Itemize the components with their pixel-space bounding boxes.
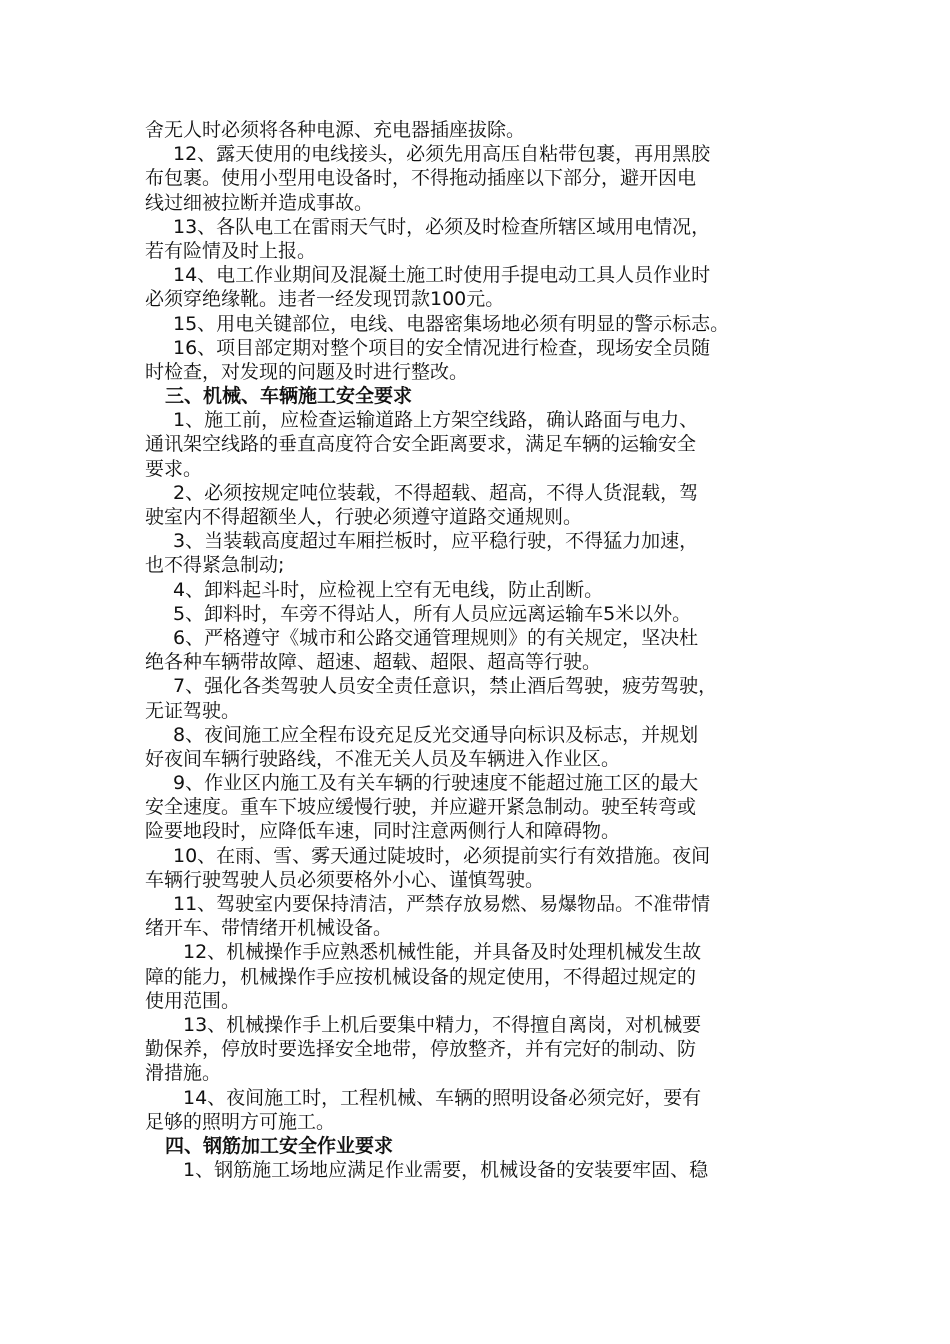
text-line: 安全速度。重车下坡应缓慢行驶，并应避开紧急制动。驶至转弯或 <box>145 796 697 819</box>
text-line: 无证驾驶。 <box>145 699 241 722</box>
text-line: 6、严格遵守《城市和公路交通管理规则》的有关规定，坚决杜 <box>173 626 699 649</box>
text-line: 1、施工前，应检查运输道路上方架空线路，确认路面与电力、 <box>173 409 699 432</box>
text-line: 9、作业区内施工及有关车辆的行驶速度不能超过施工区的最大 <box>173 772 699 795</box>
text-line: 舍无人时必须将各种电源、充电器插座拔除。 <box>145 119 526 141</box>
text-line: 3、当装载高度超过车厢拦板时，应平稳行驶，不得猛力加速， <box>173 530 699 553</box>
text-line: 障的能力，机械操作手应按机械设备的规定使用，不得超过规定的 <box>145 965 697 988</box>
text-line: 使用范围。 <box>145 989 241 1012</box>
text-line: 14、夜间施工时，工程机械、车辆的照明设备必须完好，要有 <box>183 1086 702 1109</box>
text-line: 2、必须按规定吨位装载，不得超载、超高，不得人货混载，驾 <box>173 481 699 504</box>
text-line: 勤保养，停放时要选择安全地带，停放整齐，并有完好的制动、防 <box>145 1038 697 1061</box>
text-line: 12、机械操作手应熟悉机械性能，并具备及时处理机械发生故 <box>183 941 702 964</box>
text-line: 要求。 <box>145 457 203 480</box>
text-line: 15、用电关键部位，电线、电器密集场地必须有明显的警示标志。 <box>173 312 730 335</box>
text-line: 绪开车、带情绪开机械设备。 <box>145 917 393 940</box>
section-heading: 四、钢筋加工安全作业要求 <box>165 1134 394 1157</box>
text-line: 险要地段时，应降低车速，同时注意两侧行人和障碍物。 <box>145 820 621 843</box>
text-line: 绝各种车辆带故障、超速、超载、超限、超高等行驶。 <box>145 651 602 674</box>
text-line: 驶室内不得超额坐人，行驶必须遵守道路交通规则。 <box>145 506 583 528</box>
text-line: 线过细被拉断并造成事故。 <box>145 191 374 214</box>
text-line: 滑措施。 <box>145 1062 222 1085</box>
text-line: 足够的照明方可施工。 <box>145 1110 336 1133</box>
text-line: 4、卸料起斗时，应检视上空有无电线，防止刮断。 <box>173 578 604 601</box>
text-line: 14、电工作业期间及混凝土施工时使用手提电动工具人员作业时 <box>173 264 711 287</box>
text-line: 时检查，对发现的问题及时进行整改。 <box>145 360 469 383</box>
text-line: 若有险情及时上报。 <box>145 239 317 262</box>
document-body <box>145 118 810 1182</box>
text-line: 7、强化各类驾驶人员安全责任意识，禁止酒后驾驶，疲劳驾驶， <box>173 675 718 698</box>
section-heading: 三、机械、车辆施工安全要求 <box>165 385 413 408</box>
text-line: 也不得紧急制动; <box>145 554 285 577</box>
text-line: 5、卸料时，车旁不得站人，所有人员应远离运输车5米以外。 <box>173 602 692 625</box>
text-line: 13、机械操作手上机后要集中精力，不得擅自离岗，对机械要 <box>183 1013 702 1036</box>
text-line: 好夜间车辆行驶路线，不准无关人员及车辆进入作业区。 <box>145 747 621 770</box>
text-line: 13、各队电工在雷雨天气时，必须及时检查所辖区域用电情况， <box>173 215 711 238</box>
text-line: 布包裹。使用小型用电设备时，不得拖动插座以下部分，避开因电 <box>145 167 697 190</box>
text-line: 1、钢筋施工场地应满足作业需要，机械设备的安装要牢固、稳 <box>183 1159 709 1182</box>
text-line: 车辆行驶驾驶人员必须要格外小心、谨慎驾驶。 <box>145 868 545 891</box>
text-line: 12、露天使用的电线接头，必须先用高压自粘带包裹，再用黑胶 <box>173 143 711 166</box>
text-line: 11、驾驶室内要保持清洁，严禁存放易燃、易爆物品。不准带情 <box>173 893 711 915</box>
text-line: 8、夜间施工应全程布设充足反光交通导向标识及标志，并规划 <box>173 723 699 746</box>
text-line: 10、在雨、雪、雾天通过陡坡时，必须提前实行有效措施。夜间 <box>173 844 711 867</box>
text-line: 16、项目部定期对整个项目的安全情况进行检查，现场安全员随 <box>173 336 711 359</box>
text-line: 必须穿绝缘靴。违者一经发现罚款100元。 <box>145 288 505 311</box>
text-line: 通讯架空线路的垂直高度符合安全距离要求，满足车辆的运输安全 <box>145 433 697 456</box>
